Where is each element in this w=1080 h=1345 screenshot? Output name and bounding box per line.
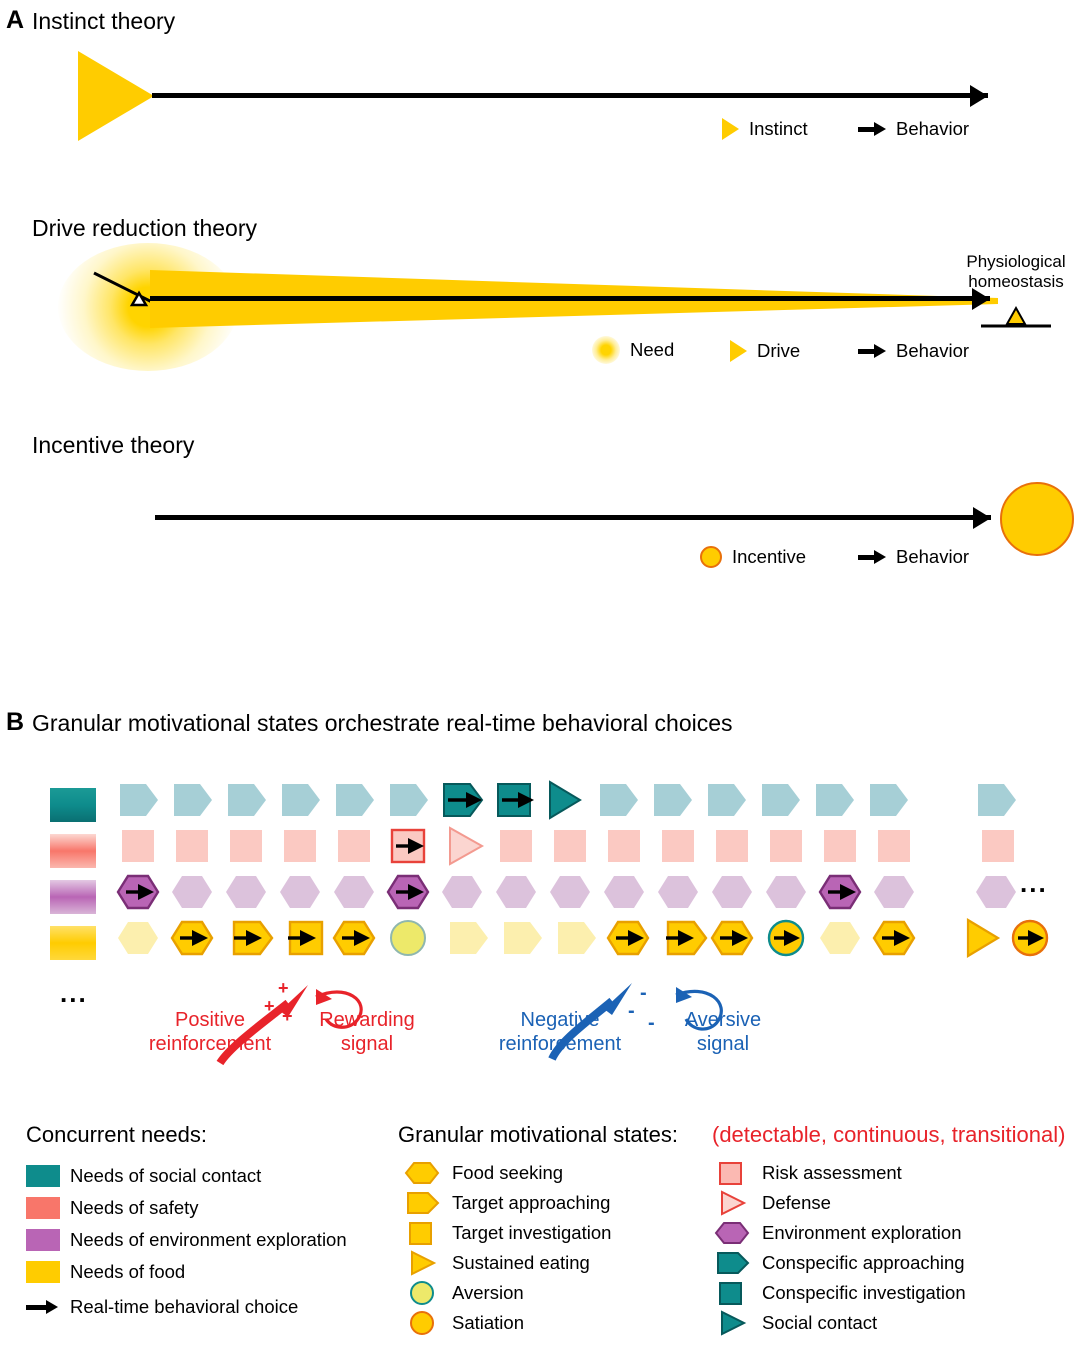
legend-state-label: Sustained eating	[452, 1252, 590, 1273]
annotation-negative-reinforcement: Negative reinforcement	[498, 1009, 622, 1056]
legend-incentive-behavior	[858, 546, 969, 568]
panel-b-letter: B	[6, 708, 25, 736]
legend-need-item	[26, 1192, 347, 1224]
legend-state-label: Target approaching	[452, 1192, 611, 1213]
legend-choice-label: Real-time behavioral choice	[70, 1296, 299, 1317]
legend-state-label: Environment exploration	[762, 1222, 962, 1243]
legend-label: Instinct	[749, 118, 808, 139]
legend-instinct-behavior	[858, 118, 969, 140]
legend-behavioral-choice	[26, 1296, 298, 1318]
need-swatch-social	[26, 1165, 60, 1187]
legend-state-item	[712, 1188, 966, 1218]
pentagon-icon	[712, 1250, 752, 1276]
row-ellipsis-left: ...	[60, 978, 88, 1008]
legend-state-item	[712, 1218, 966, 1248]
legend-need-item	[26, 1256, 347, 1288]
legend-states-col1	[402, 1158, 611, 1338]
legend-need-label: Needs of food	[70, 1261, 186, 1282]
minus-sign-2: -	[628, 1000, 635, 1022]
legend-needs-title: Concurrent needs:	[26, 1122, 207, 1147]
row-ellipsis-right: ...	[1020, 868, 1048, 898]
need-bar-safety	[50, 834, 96, 868]
legend-state-item	[712, 1278, 966, 1308]
legend-state-item	[402, 1278, 611, 1308]
instinct-arrow-head	[970, 85, 988, 107]
panel-a-section-title-drive: Drive reduction theory	[32, 215, 257, 241]
incentive-arrow-head	[973, 507, 991, 529]
square-icon	[712, 1280, 752, 1306]
panel-b-title: Granular motivational states orchestrate real-time behavioral choices	[32, 710, 733, 736]
homeostasis-balance-icon	[975, 300, 1055, 336]
incentive-arrow-shaft	[155, 515, 991, 520]
legend-label: Behavior	[896, 546, 970, 567]
legend-states-col2	[712, 1158, 966, 1338]
legend-state-item	[712, 1158, 966, 1188]
legend-needs-list	[26, 1160, 347, 1288]
panel-a-section-title-instinct: Instinct theory	[32, 8, 176, 34]
legend-state-label: Food seeking	[452, 1162, 564, 1183]
legend-state-item	[402, 1218, 611, 1248]
pentagon-icon	[402, 1190, 442, 1216]
circle-icon	[402, 1280, 442, 1306]
need-swatch-food	[26, 1261, 60, 1283]
legend-label: Incentive	[732, 546, 807, 567]
square-icon	[402, 1220, 442, 1246]
black-arrow-icon	[858, 344, 886, 358]
need-bar-exploration	[50, 880, 96, 914]
instinct-arrow-shaft	[152, 93, 988, 98]
square-icon	[712, 1160, 752, 1186]
black-arrow-icon	[26, 1300, 60, 1314]
physiological-homeostasis-label: Physiological homeostasis	[966, 252, 1066, 291]
circle-icon	[402, 1310, 442, 1336]
legend-incentive	[700, 546, 806, 568]
legend-state-label: Satiation	[452, 1312, 524, 1333]
need-bar-social	[50, 788, 96, 822]
legend-state-label: Conspecific investigation	[762, 1282, 966, 1303]
legend-state-item	[402, 1188, 611, 1218]
legend-need-label: Needs of social contact	[70, 1165, 262, 1186]
black-arrow-icon	[858, 122, 886, 136]
hexagon-icon	[402, 1160, 442, 1186]
legend-need-label: Needs of environment exploration	[70, 1229, 347, 1250]
legend-label: Drive	[757, 340, 801, 361]
need-bar-food	[50, 926, 96, 960]
legend-instinct-triangle	[722, 118, 808, 140]
legend-label: Behavior	[896, 340, 970, 361]
legend-label: Need	[630, 339, 675, 360]
legend-drive-drive	[730, 340, 800, 362]
legend-drive-behavior	[858, 340, 969, 362]
minus-sign-1: -	[640, 982, 647, 1004]
black-arrow-icon	[858, 550, 886, 564]
need-swatch-exploration	[26, 1229, 60, 1251]
legend-state-label: Social contact	[762, 1312, 878, 1333]
annotation-aversive-signal: Aversive signal	[684, 1009, 762, 1056]
triangle-icon	[712, 1310, 752, 1336]
incentive-circle-icon	[1000, 482, 1074, 556]
legend-label: Behavior	[896, 118, 970, 139]
triangle-outline-icon	[712, 1190, 752, 1216]
plus-sign-2: +	[264, 996, 275, 1016]
legend-state-item	[402, 1248, 611, 1278]
yellow-glow-icon	[592, 336, 620, 364]
legend-state-item	[712, 1308, 966, 1338]
plus-sign-1: +	[278, 978, 289, 998]
minus-sign-3: -	[648, 1012, 655, 1034]
panel-a-letter: A	[6, 6, 25, 34]
triangle-icon	[402, 1250, 442, 1276]
legend-need-item	[26, 1160, 347, 1192]
annotation-positive-reinforcement: Positive reinforcement	[148, 1009, 272, 1056]
yellow-triangle-icon	[722, 118, 739, 140]
legend-states-title: Granular motivational states:	[398, 1122, 679, 1147]
legend-need-label: Needs of safety	[70, 1197, 199, 1218]
legend-drive-need	[592, 336, 674, 364]
yellow-circle-icon	[700, 546, 722, 568]
annotation-rewarding-signal: Rewarding signal	[319, 1009, 415, 1056]
legend-need-item	[26, 1224, 347, 1256]
hexagon-icon	[712, 1220, 752, 1246]
legend-state-label: Target investigation	[452, 1222, 612, 1243]
legend-state-label: Risk assessment	[762, 1162, 902, 1183]
panel-a-section-title-incentive: Incentive theory	[32, 432, 195, 458]
legend-state-item	[402, 1158, 611, 1188]
plus-sign-3: +	[282, 1006, 293, 1026]
instinct-triangle-icon	[78, 51, 154, 141]
legend-state-item	[712, 1248, 966, 1278]
legend-states-subtitle: (detectable, continuous, transitional)	[712, 1122, 1066, 1147]
need-swatch-safety	[26, 1197, 60, 1219]
yellow-triangle-icon	[730, 340, 747, 362]
legend-state-label: Defense	[762, 1192, 831, 1213]
legend-state-item	[402, 1308, 611, 1338]
legend-state-label: Aversion	[452, 1282, 524, 1303]
drive-arrow-shaft	[150, 296, 990, 301]
legend-state-label: Conspecific approaching	[762, 1252, 965, 1273]
